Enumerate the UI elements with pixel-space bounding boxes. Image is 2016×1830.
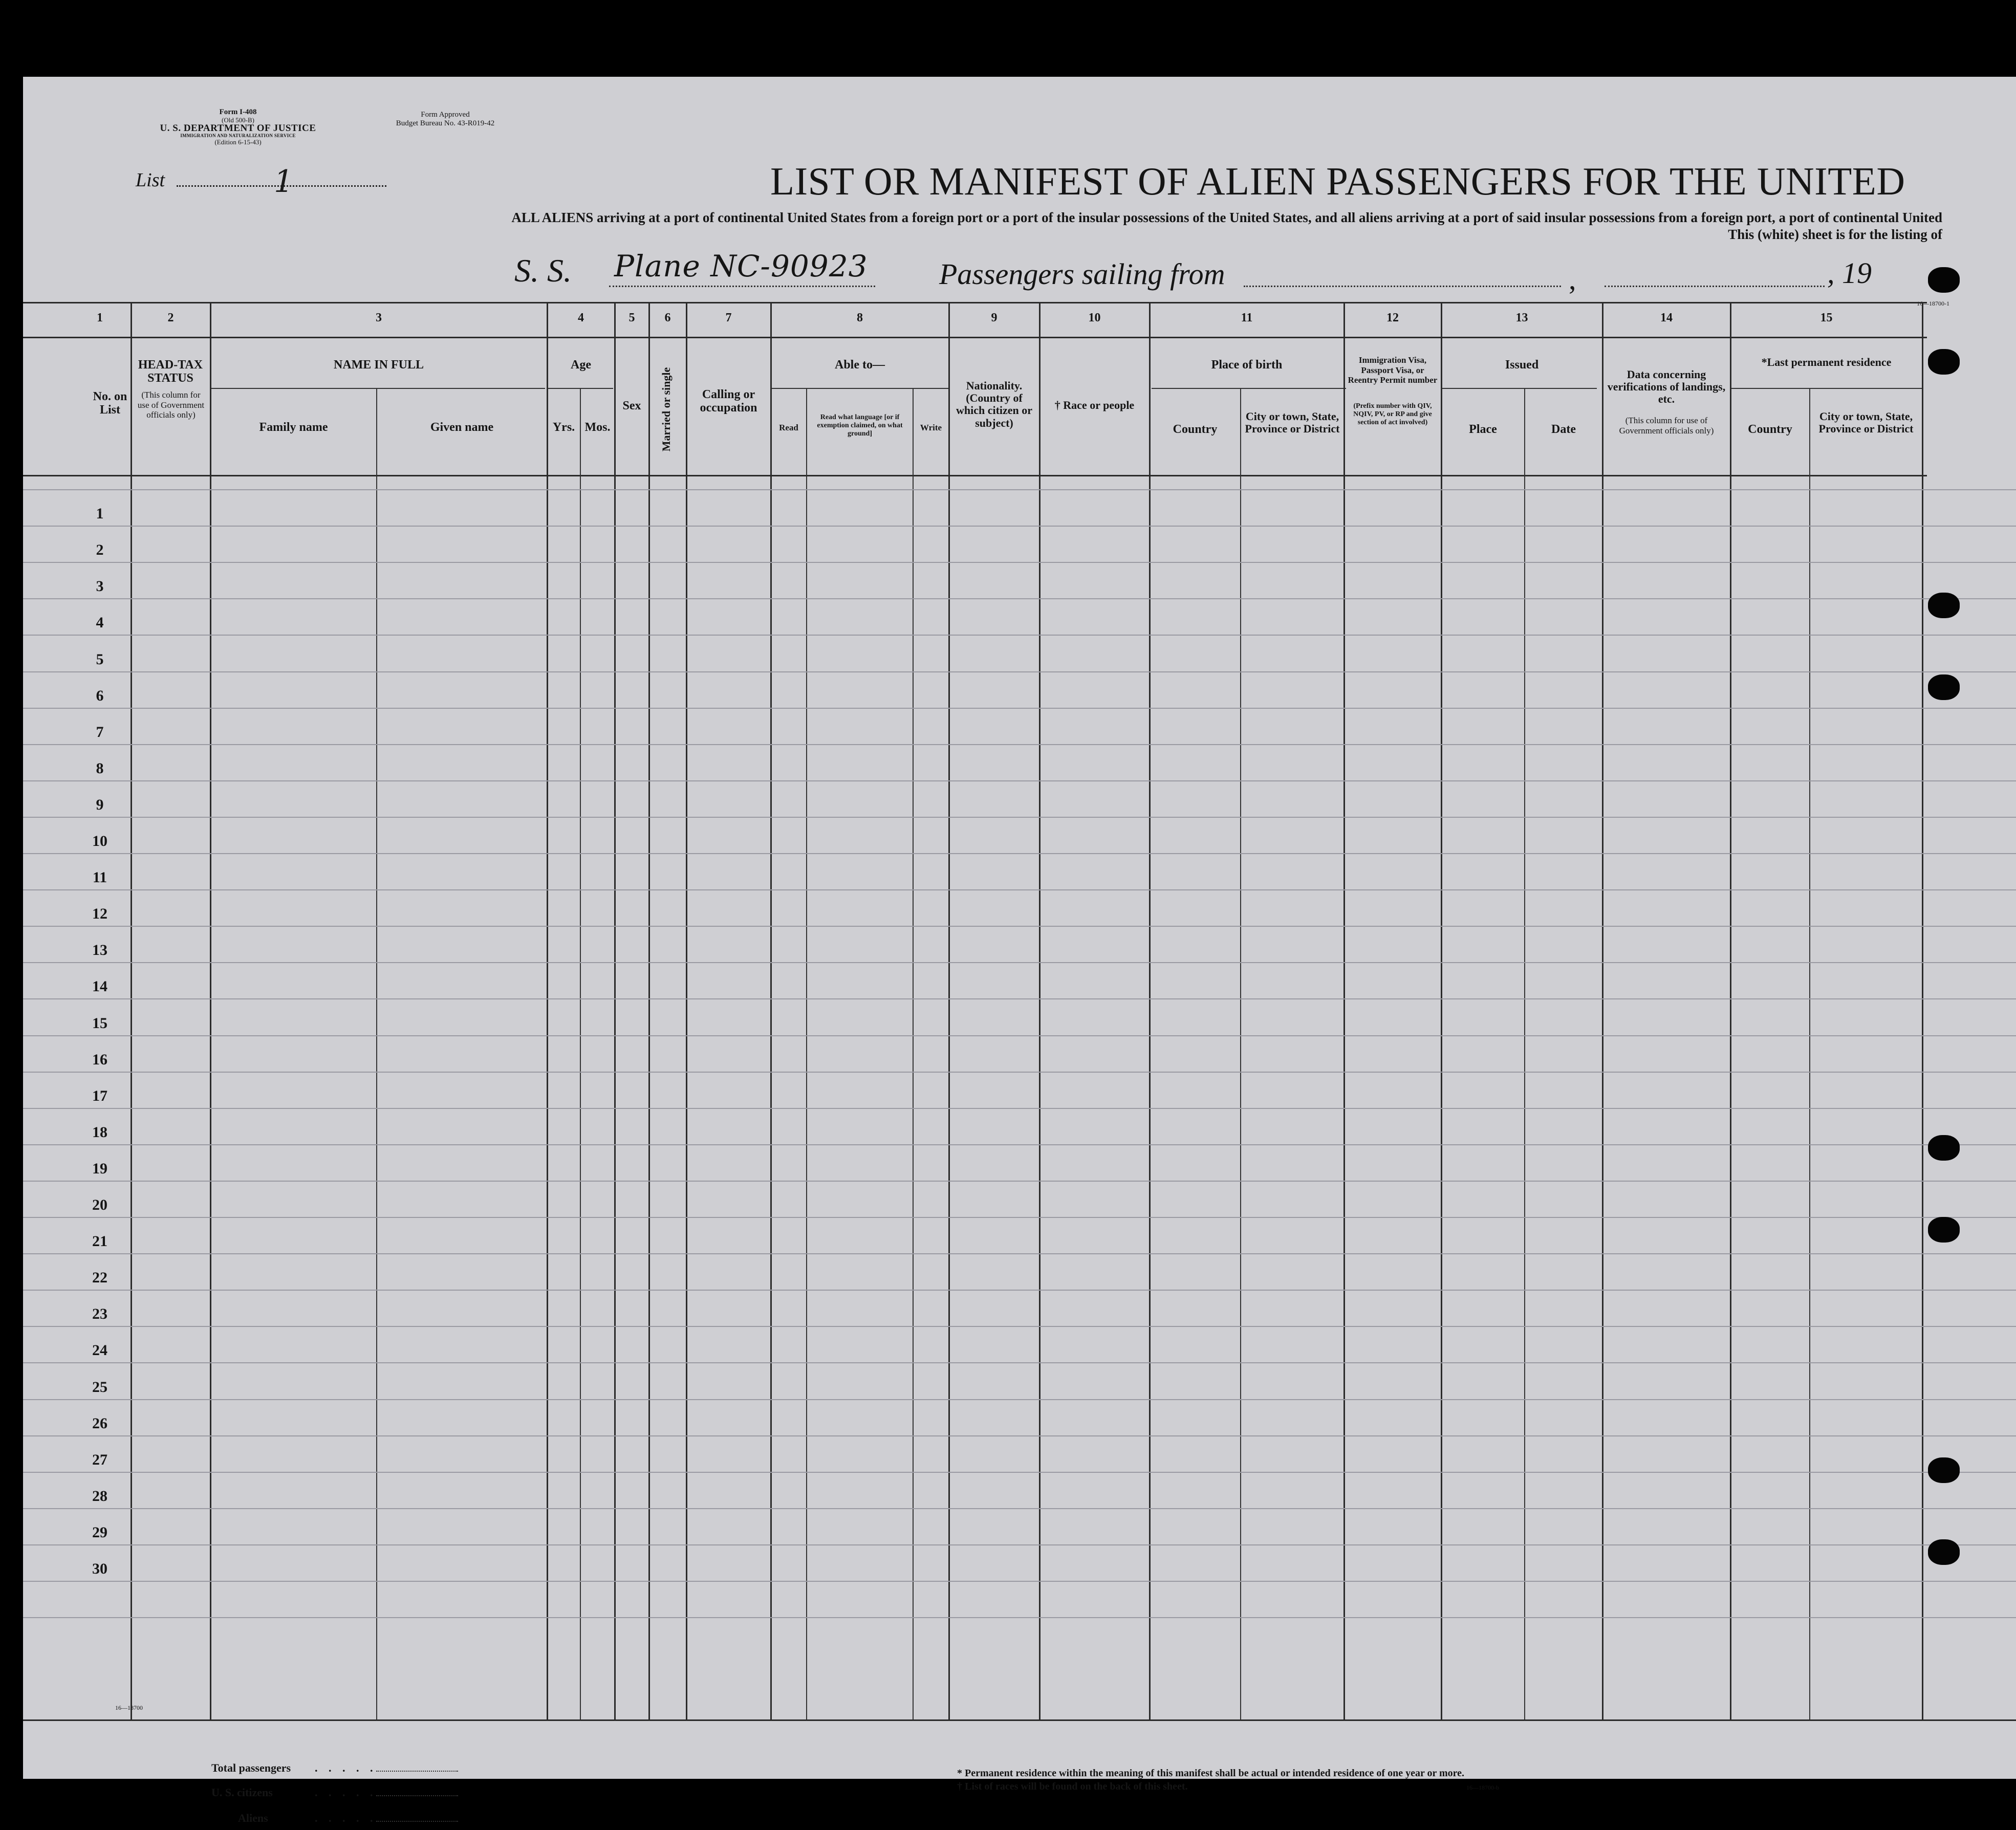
manifest-sheet [23,77,2016,1824]
row-number: 20 [92,1196,107,1213]
row-number: 28 [92,1487,107,1505]
us-citizens-label: U. S. citizens [211,1786,273,1799]
punch-hole [1928,593,1960,618]
header-calling: Calling or occupation [700,388,757,415]
row-number: 14 [92,978,107,995]
footnote-races: † List of races will be found on the back of this sheet. [957,1781,1188,1792]
row-number: 5 [96,650,104,668]
row-number: 21 [92,1233,107,1250]
col-divider [580,388,581,1719]
ruled-line [23,1181,2016,1182]
col-divider [376,388,377,1719]
header-residence-country: Country [1748,423,1792,436]
col-number-13: 13 [1515,311,1528,324]
col-divider [770,302,772,1719]
row-number: 11 [92,869,107,886]
col-divider [1149,302,1151,1719]
col-divider [948,302,950,1719]
col-divider [1343,302,1345,1719]
col-number-2: 2 [167,311,174,324]
header-data-note: (This column for use of Government officials only) [1619,416,1714,435]
ruled-line [23,1108,2016,1109]
department-name: U. S. DEPARTMENT OF JUSTICE [160,123,316,134]
ruled-line [23,889,2016,890]
col-divider [686,302,687,1719]
list-number-handwritten: 1 [274,164,294,200]
total-passengers-field [376,1771,458,1772]
punch-hole [1928,349,1960,375]
row-number: 18 [92,1123,107,1141]
punch-hole [1928,1539,1960,1565]
ruled-line [23,1035,2016,1036]
row-number: 15 [92,1014,107,1032]
row-number: 4 [96,614,104,631]
aliens-dots: . . . . . [315,1812,377,1824]
row-number: 16 [92,1051,107,1068]
col-divider [1039,302,1040,1719]
col-number-4: 4 [578,311,584,324]
form-edition: (Edition 6-15-43) [214,138,262,146]
col-number-11: 11 [1241,311,1253,324]
ruled-line [23,1544,2016,1545]
col-number-12: 12 [1386,311,1399,324]
ruled-line [23,635,2016,636]
row-number: 13 [92,942,107,959]
subtitle-instructions: ALL ALIENS arriving at a port of continental United States from a foreign port or a port of the insular possessions of the United States, and all aliens arriving at a port of said insular possessions from a foreign port, a port of continental United [511,210,1942,225]
col-number-15: 15 [1820,311,1833,324]
form-code-bottom: 16—18700 [115,1704,143,1711]
ruled-line [23,1326,2016,1327]
header-no-on-list: No. on List [93,390,127,417]
header-visa: Immigration Visa, Passport Visa, or Reentry Permit number [1348,355,1438,385]
header-age: Age [571,358,591,372]
ruled-line [23,1435,2016,1436]
approved-line-2: Budget Bureau No. 43-R019-42 [396,119,495,127]
header-name-in-full: NAME IN FULL [333,358,424,372]
row-number: 8 [96,759,104,777]
ruled-line [23,1399,2016,1400]
us-citizens-dots: . . . . . [315,1786,377,1799]
header-birth-city: City or town, State, Province or District [1245,410,1340,435]
row-number: 23 [92,1305,107,1323]
ruled-line [23,671,2016,672]
row-number: 7 [96,723,104,740]
header-married-single: Married or single [660,367,673,452]
col-number-1: 1 [97,311,103,324]
col-divider [1524,388,1525,1719]
manifest-table [23,302,2016,1719]
column-number-row-border [23,337,1927,338]
ship-name-handwritten: Plane NC-90923 [614,249,868,284]
header-sex: Sex [622,399,641,412]
header-head-tax-note: (This column for use of Government officials only) [137,390,205,420]
ship-line [514,251,1947,297]
ruled-line [23,1217,2016,1218]
form-code-top: 16—18700-1 [1917,300,1949,307]
form-header [125,108,351,145]
col-divider [1730,302,1731,1719]
punch-hole [1928,1217,1960,1243]
punch-hole [1928,1135,1960,1161]
col-divider [648,302,650,1719]
ss-label: S. S. [514,252,572,289]
ruled-line [23,1072,2016,1073]
able-subheader-line [771,388,949,389]
punch-hole [1928,674,1960,700]
us-citizens-field [376,1795,458,1796]
name-subheader-line [210,388,545,389]
row-number: 1 [96,505,104,522]
col-divider [547,302,548,1719]
col-divider [806,388,807,1719]
row-number: 2 [96,541,104,559]
header-age-yrs: Yrs. [552,421,575,434]
row-number: 9 [96,796,104,813]
aliens-field [376,1821,458,1822]
sailing-date-field [1605,286,1825,287]
header-place-of-birth: Place of birth [1211,358,1283,372]
list-label: List [136,169,165,191]
row-number: 27 [92,1451,107,1468]
row-number: 3 [96,578,104,595]
header-issued-date: Date [1551,423,1576,436]
ruled-line [23,526,2016,527]
col-number-10: 10 [1088,311,1101,324]
row-number: 26 [92,1414,107,1432]
col-divider [210,302,211,1719]
col-divider [131,302,132,1719]
form-number: Form I-408 [219,108,257,116]
row-number: 30 [92,1560,107,1577]
punch-hole [1928,1457,1960,1483]
sailing-from-field [1244,286,1561,287]
ruled-line [23,780,2016,781]
header-data-concerning: Data concerning verifications of landings, etc. [1607,368,1726,406]
sailing-from-label: Passengers sailing from [939,257,1225,291]
row-number: 17 [92,1087,107,1104]
header-issued: Issued [1505,358,1539,372]
ruled-line [23,1472,2016,1473]
aliens-label: Aliens [238,1812,268,1824]
header-last-residence: *Last permanent residence [1761,356,1892,368]
table-bottom-border [23,1719,2016,1721]
header-bottom-border [23,475,1927,476]
subtitle-sheet-note: This (white) sheet is for the listing of [1728,227,1942,242]
ruled-line [23,562,2016,563]
ruled-line [23,853,2016,854]
total-passengers-label: Total passengers [211,1761,291,1774]
residence-subheader-line [1730,388,1922,389]
footnote-code: 16—18700-b [1466,1784,1499,1791]
footnote-permanent-residence: * Permanent residence within the meaning of this manifest shall be actual or intended residence of one year or more. [957,1768,1465,1779]
row-number: 19 [92,1160,107,1177]
total-passengers-dots: . . . . . [315,1761,377,1774]
ruled-line [23,1144,2016,1145]
row-number: 24 [92,1342,107,1359]
ruled-line [23,1581,2016,1582]
col-number-6: 6 [664,311,671,324]
header-birth-country: Country [1173,423,1218,436]
col-divider [1441,302,1442,1719]
table-top-border [23,302,1927,303]
col-number-14: 14 [1660,311,1673,324]
col-number-8: 8 [857,311,863,324]
header-residence-city: City or town, State, Province or District [1818,410,1914,435]
ship-name-underline [609,286,875,287]
row-number: 25 [92,1378,107,1396]
ruled-line [23,598,2016,599]
ruled-line [23,998,2016,999]
ruled-line [23,744,2016,745]
header-race: † Race or people [1054,399,1135,411]
col-number-7: 7 [725,311,732,324]
header-age-mos: Mos. [584,421,611,434]
ruled-line [23,817,2016,818]
row-number: 22 [92,1269,107,1287]
page-title: LIST OR MANIFEST OF ALIEN PASSENGERS FOR THE UNITED [770,159,1905,203]
ruled-line [23,1362,2016,1363]
header-given-name: Given name [430,421,494,434]
col-divider [1602,302,1603,1719]
ruled-line [23,1253,2016,1254]
ruled-line [23,489,2016,490]
ruled-line [23,926,2016,927]
service-name: IMMIGRATION AND NATURALIZATION SERVICE [180,133,296,139]
punch-hole [1928,267,1960,293]
col-divider [1809,388,1810,1719]
form-old-number: (Old 500-B) [222,116,254,124]
col-number-3: 3 [376,311,382,324]
ruled-line [23,1617,2016,1618]
col-number-5: 5 [628,311,635,324]
header-read-language: Read what language [or if exemption claimed, on what ground] [817,413,903,438]
col-divider [1240,388,1241,1719]
form-approved [361,111,530,127]
col-divider [1922,302,1923,1719]
ruled-line [23,1508,2016,1509]
ruled-line [23,708,2016,709]
ruled-line [23,962,2016,963]
birth-subheader-line [1152,388,1346,389]
row-number: 12 [92,905,107,923]
row-number: 29 [92,1523,107,1541]
header-nationality: Nationality. (Country of which citizen or subject) [956,379,1033,429]
row-number: 10 [92,833,107,849]
header-able-to: Able to— [835,358,885,372]
header-head-tax: HEAD-TAX STATUS [138,358,203,385]
header-write: Write [920,423,942,432]
header-issued-place: Place [1469,423,1497,436]
comma-separator: , [1569,263,1576,296]
col-divider [614,302,616,1719]
header-read: Read [779,423,798,432]
header-family-name: Family name [259,421,328,434]
col-divider [913,388,914,1719]
row-number: 6 [96,687,104,704]
col-number-9: 9 [991,311,998,324]
year-label: , 19 [1827,256,1872,290]
ruled-line [23,1290,2016,1291]
approved-line-1: Form Approved [421,111,470,119]
header-visa-note: (Prefix number with QIV, NQIV, PV, or RP and give section of act involved) [1353,402,1432,427]
issued-subheader-line [1441,388,1597,389]
